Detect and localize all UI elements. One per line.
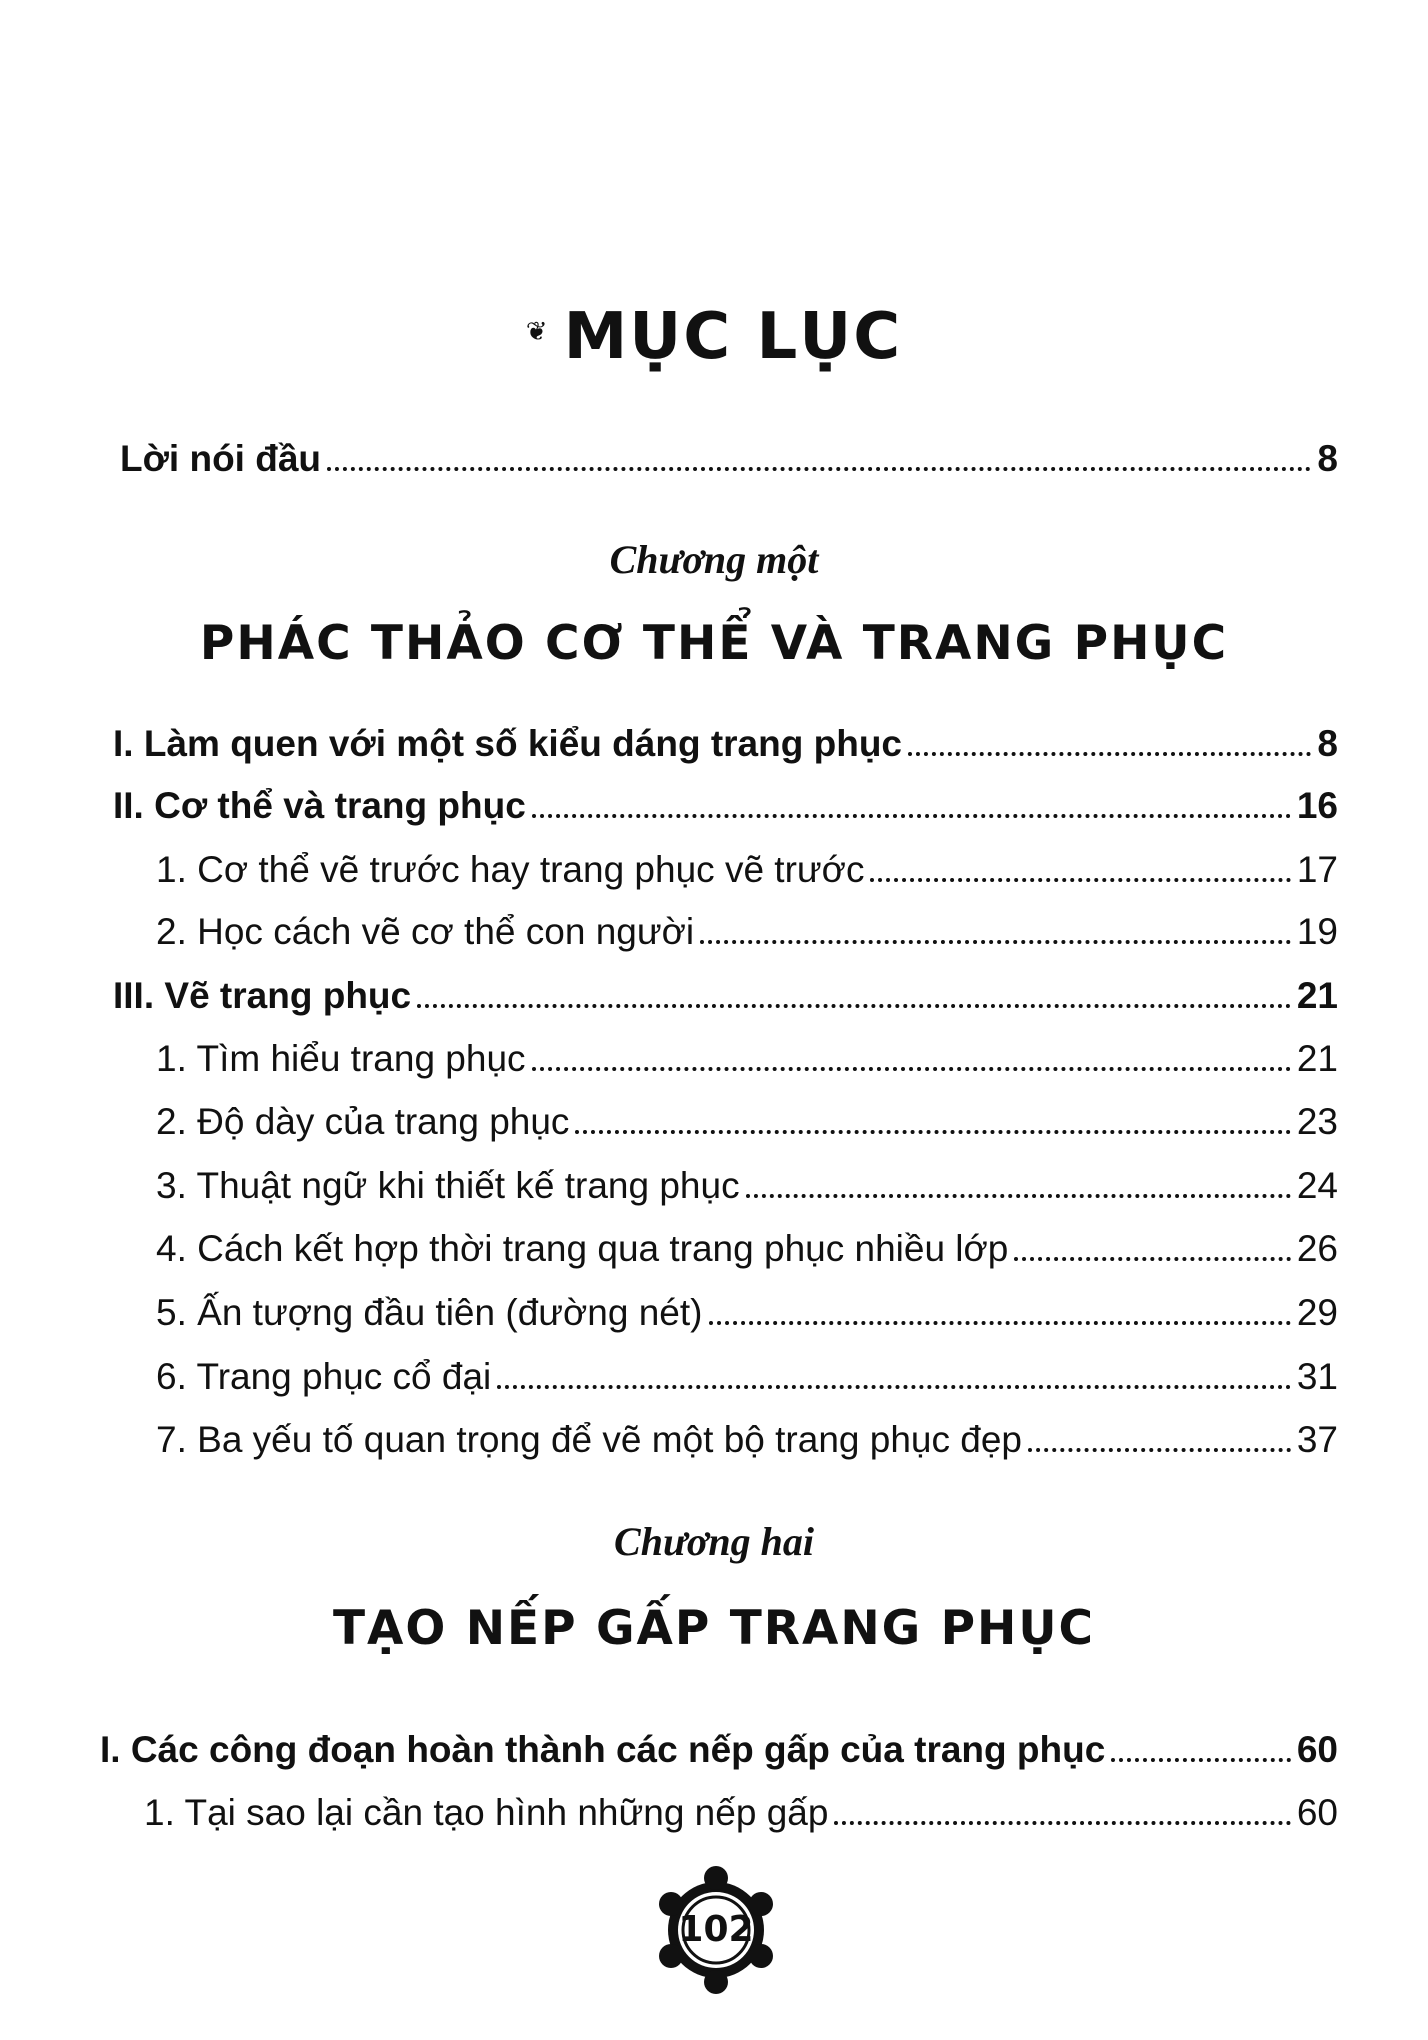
toc-entry-page: 23	[1296, 1101, 1338, 1142]
toc-entry-label: 1. Tại sao lại cần tạo hình những nếp gấp	[144, 1792, 829, 1833]
toc-entry-label: I. Các công đoạn hoàn thành các nếp gấp của trang phục	[100, 1729, 1106, 1770]
dot-leader	[908, 752, 1311, 756]
dot-leader	[575, 1130, 1290, 1134]
chapter-label: Chương hai	[614, 1519, 814, 1564]
toc-entry-page: 60	[1296, 1729, 1338, 1770]
dot-leader	[532, 814, 1291, 818]
dot-leader	[417, 1004, 1291, 1008]
page-title-text: MỤC LỤC	[563, 300, 903, 374]
toc-entry-page: 19	[1296, 911, 1338, 952]
toc-entry-page: 24	[1296, 1165, 1338, 1206]
toc-entry-label: 4. Cách kết hợp thời trang qua trang phục nhiều lớp	[156, 1228, 1009, 1269]
toc-entry-label: 5. Ấn tượng đầu tiên (đường nét)	[156, 1292, 703, 1333]
toc-entry[interactable]	[156, 1215, 1338, 1267]
toc-entry[interactable]	[113, 772, 1338, 824]
toc-entry-label: I. Làm quen với một số kiểu dáng trang phục	[113, 723, 902, 764]
toc-entry-page: 31	[1296, 1356, 1338, 1397]
page-number: 102	[678, 1909, 754, 1950]
dot-leader	[327, 467, 1311, 471]
page-title	[0, 300, 1428, 374]
dot-leader	[834, 1821, 1290, 1825]
toc-entry[interactable]	[156, 1279, 1338, 1331]
toc-entry[interactable]	[144, 1779, 1338, 1831]
toc-entry-label: 6. Trang phục cổ đại	[156, 1356, 492, 1397]
dot-leader	[532, 1067, 1291, 1071]
dot-leader	[497, 1385, 1291, 1389]
toc-entry-page: 8	[1317, 438, 1338, 479]
toc-entry[interactable]	[156, 836, 1338, 888]
toc-entry-preface[interactable]	[120, 425, 1338, 477]
toc-entry-label: 1. Tìm hiểu trang phục	[156, 1038, 526, 1079]
toc-entry-page: 17	[1296, 849, 1338, 890]
dot-leader	[709, 1321, 1291, 1325]
dot-leader	[700, 940, 1291, 944]
toc-entry-label: 7. Ba yếu tố quan trọng để vẽ một bộ trang phục đẹp	[156, 1419, 1022, 1460]
dot-leader	[746, 1194, 1291, 1198]
toc-entry[interactable]	[113, 710, 1338, 762]
toc-entry-label: 3. Thuật ngữ khi thiết kế trang phục	[156, 1165, 740, 1206]
chapter-label: Chương một	[609, 537, 819, 582]
toc-entry[interactable]	[100, 1716, 1338, 1768]
toc-entry-label: 1. Cơ thể vẽ trước hay trang phục vẽ trước	[156, 849, 865, 890]
toc-entry-label: Lời nói đầu	[120, 438, 322, 479]
toc-entry-page: 26	[1296, 1228, 1338, 1269]
toc-entry-page: 8	[1317, 723, 1338, 764]
toc-entry[interactable]	[113, 962, 1338, 1014]
toc-entry-page: 21	[1296, 1038, 1338, 1079]
page-number-badge	[651, 1865, 781, 1995]
toc-entry-label: 2. Độ dày của trang phục	[156, 1101, 570, 1142]
chapter-title: PHÁC THẢO CƠ THỂ VÀ TRANG PHỤC	[199, 616, 1229, 671]
toc-entry-page: 37	[1296, 1419, 1338, 1460]
toc-entry-page: 29	[1296, 1292, 1338, 1333]
flower-ornament-icon: ❦	[525, 317, 550, 348]
toc-entry[interactable]	[156, 1088, 1338, 1140]
toc-entry-label: 2. Học cách vẽ cơ thể con người	[156, 911, 695, 952]
toc-entry-page: 21	[1296, 975, 1338, 1016]
toc-entry-page: 16	[1296, 785, 1338, 826]
toc-entry-label: III. Vẽ trang phục	[113, 975, 412, 1016]
toc-entry[interactable]	[156, 1152, 1338, 1204]
toc-entry-page: 60	[1296, 1792, 1338, 1833]
chapter-title: TẠO NẾP GẤP TRANG PHỤC	[332, 1601, 1096, 1656]
toc-entry[interactable]	[156, 898, 1338, 950]
toc-entry[interactable]	[156, 1025, 1338, 1077]
toc-entry-label: II. Cơ thể và trang phục	[113, 785, 526, 826]
dot-leader	[1028, 1448, 1291, 1452]
dot-leader	[1014, 1257, 1290, 1261]
toc-entry[interactable]	[156, 1406, 1338, 1458]
dot-leader	[870, 878, 1290, 882]
toc-entry[interactable]	[156, 1343, 1338, 1395]
dot-leader	[1111, 1758, 1291, 1762]
